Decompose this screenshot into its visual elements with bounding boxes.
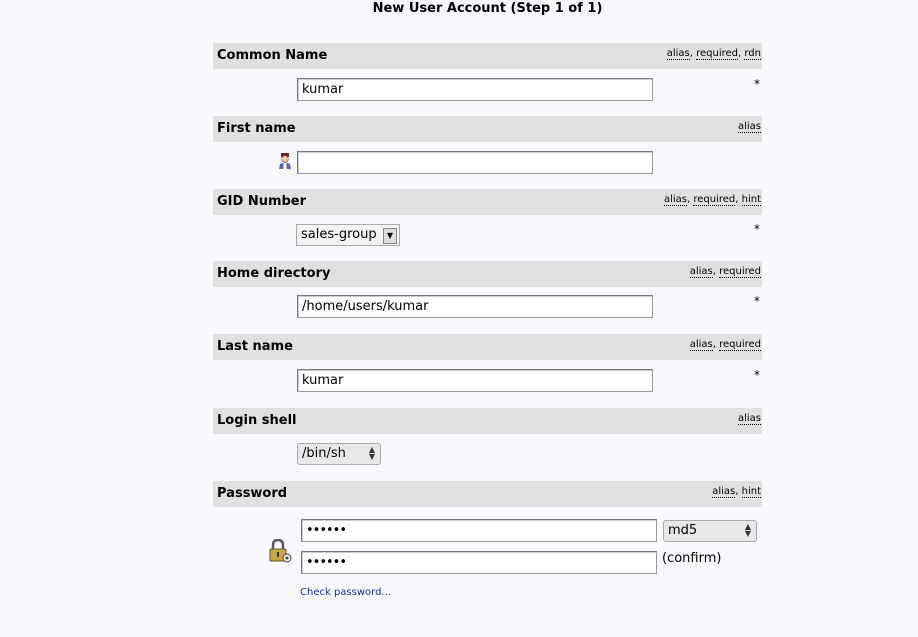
hint-alias: alias xyxy=(712,486,736,497)
hint-hint: hint xyxy=(741,194,761,205)
password-label: Password xyxy=(217,486,288,501)
check-password-link[interactable]: Check password... xyxy=(300,587,391,598)
common-name-input[interactable]: kumar xyxy=(297,78,653,101)
attr-header-common-name xyxy=(213,43,762,69)
hint-required: required xyxy=(696,48,739,59)
attr-header-password xyxy=(213,481,762,507)
updown-arrows-icon: ▲ ▼ xyxy=(744,522,751,538)
hint-alias: alias xyxy=(689,266,713,277)
hint-alias: alias xyxy=(737,121,761,132)
hint-required: required xyxy=(719,266,761,277)
first-name-label: First name xyxy=(217,121,296,136)
home-directory-label: Home directory xyxy=(217,266,331,281)
user-account-form xyxy=(213,43,762,637)
login-shell-select[interactable] xyxy=(297,443,381,465)
attr-header-first-name xyxy=(213,116,762,142)
hint-alias: alias xyxy=(663,194,687,205)
common-name-hints: alias, required, rdn xyxy=(666,48,761,59)
last-name-label: Last name xyxy=(217,339,293,354)
attr-header-home-directory xyxy=(213,261,762,287)
password-confirm-input[interactable]: •••••• xyxy=(301,551,657,574)
required-marker: * xyxy=(754,368,760,382)
user-icon xyxy=(278,153,292,173)
lock-icon xyxy=(268,539,292,567)
required-marker: * xyxy=(754,77,760,91)
gid-number-select[interactable] xyxy=(296,224,400,246)
required-marker: * xyxy=(754,222,760,236)
login-shell-label: Login shell xyxy=(217,413,297,428)
common-name-label: Common Name xyxy=(217,48,328,63)
hint-alias: alias xyxy=(666,48,690,59)
updown-arrows-icon: ▲ ▼ xyxy=(368,445,375,461)
hint-required: required xyxy=(719,339,761,350)
last-name-hints: alias, required xyxy=(689,339,761,350)
confirm-label: (confirm) xyxy=(662,551,722,566)
hint-alias: alias xyxy=(689,339,713,350)
chevron-down-icon[interactable]: ▼ xyxy=(383,228,397,244)
password-input[interactable]: •••••• xyxy=(301,519,657,542)
gid-number-hints: alias, required, hint xyxy=(663,194,761,205)
gid-number-label: GID Number xyxy=(217,194,307,209)
attr-header-last-name xyxy=(213,334,762,360)
hint-alias: alias xyxy=(737,413,761,424)
attr-header-login-shell xyxy=(213,408,762,434)
hint-required: required xyxy=(693,194,736,205)
attr-header-gid-number xyxy=(213,189,762,215)
password-hash-selected: md5 xyxy=(668,523,698,538)
hint-rdn: rdn xyxy=(744,48,761,59)
required-marker: * xyxy=(754,294,760,308)
first-name-input[interactable] xyxy=(297,151,653,174)
home-directory-input[interactable]: /home/users/kumar xyxy=(297,295,653,318)
gid-number-selected: sales-group xyxy=(301,227,377,242)
hint-hint: hint xyxy=(741,486,761,497)
password-hints: alias, hint xyxy=(712,486,761,497)
first-name-hints xyxy=(738,114,761,140)
home-directory-hints: alias, required xyxy=(689,266,761,277)
password-hash-select[interactable] xyxy=(663,520,757,542)
login-shell-selected: /bin/sh xyxy=(302,446,346,461)
last-name-input[interactable]: kumar xyxy=(297,369,653,392)
page-title: New User Account (Step 1 of 1) xyxy=(372,1,603,16)
login-shell-hints xyxy=(738,406,761,432)
